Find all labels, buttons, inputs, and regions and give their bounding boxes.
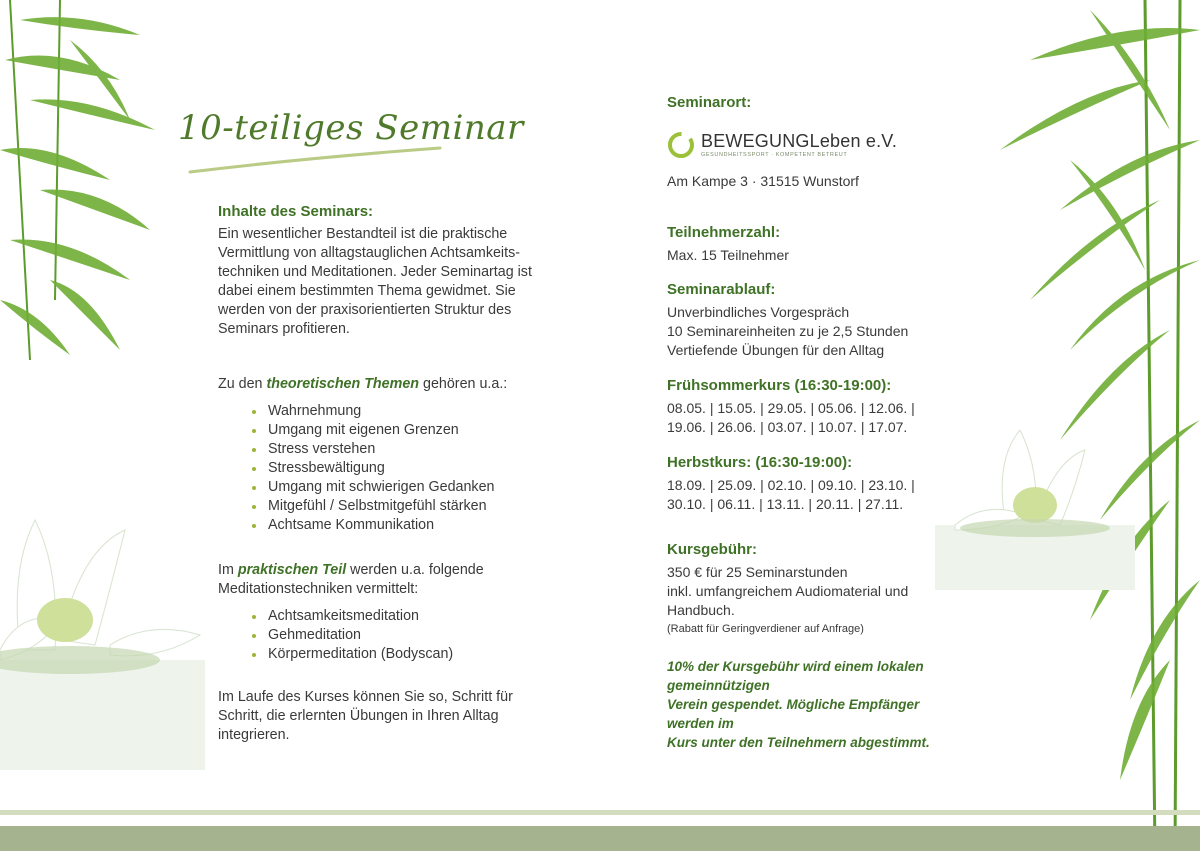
autumn-dates: 18.09. | 25.09. | 02.10. | 09.10. | 23.10. |: [667, 477, 915, 493]
practice-list: [218, 607, 548, 664]
organization-logo: [667, 126, 957, 164]
bamboo-left-decoration: [0, 0, 160, 360]
schedule-heading: Seminarablauf:: [667, 281, 776, 298]
list-item: Wahrnehmung: [250, 402, 548, 421]
list-item: Mitgefühl / Selbstmitgefühl stärken: [250, 497, 548, 516]
lotus-right-decoration: [935, 430, 1135, 590]
practice-suffix: werden u.a. folgende Meditationstechniken vermittelt:: [218, 562, 484, 597]
schedule-line: 10 Seminareinheiten zu je 2,5 Stunden: [667, 323, 909, 339]
footer-line: [0, 810, 1200, 815]
autumn-dates: 30.10. | 06.11. | 13.11. | 20.11. | 27.11.: [667, 496, 904, 512]
list-item: Achtsamkeitsmeditation: [250, 607, 548, 626]
closing-text: Im Laufe des Kurses können Sie so, Schritt für Schritt, die erlernten Übungen in Ihren Alltag integrieren.: [218, 689, 513, 743]
fee-line: 350 € für 25 Seminarstunden: [667, 564, 848, 580]
theory-prefix: Zu den: [218, 376, 267, 392]
theory-accent: theoretischen Themen: [266, 376, 420, 392]
list-item: Umgang mit schwierigen Gedanken: [250, 478, 548, 497]
donation-line: Kurs unter den Teilnehmern abgestimmt.: [667, 735, 930, 750]
list-item: Achtsame Kommunikation: [250, 516, 548, 535]
list-item: Gehmeditation: [250, 626, 548, 645]
fee-note: (Rabatt für Geringverdiener auf Anfrage): [667, 623, 864, 635]
right-column: [667, 93, 957, 752]
theory-intro: [218, 375, 548, 394]
fee-heading: Kursgebühr:: [667, 541, 757, 558]
lotus-left-decoration: [0, 510, 205, 770]
page-title: 10-teiliges Seminar: [178, 108, 524, 148]
summer-heading: Frühsommerkurs (16:30-19:00):: [667, 377, 892, 394]
donation-line: 10% der Kursgebühr wird einem lokalen gemeinnützigen: [667, 659, 924, 693]
contents-heading: Inhalte des Seminars:: [218, 203, 374, 220]
practice-prefix: Im: [218, 562, 238, 578]
list-item: Stress verstehen: [250, 440, 548, 459]
practice-intro: [218, 561, 548, 599]
logo-name: BEWEGUNGLeben e.V.: [701, 131, 898, 151]
location-heading: Seminarort:: [667, 94, 752, 111]
practice-accent: praktischen Teil: [237, 562, 347, 578]
donation-line: Verein gespendet. Mögliche Empfänger werden im: [667, 697, 920, 731]
list-item: Stressbewältigung: [250, 459, 548, 478]
left-column: [218, 202, 548, 745]
theory-suffix: gehören u.a.:: [419, 376, 508, 392]
donation-note: [667, 657, 957, 752]
footer-band: [0, 826, 1200, 851]
summer-dates: 08.05. | 15.05. | 29.05. | 05.06. | 12.06. |: [667, 400, 915, 416]
summer-dates: 19.06. | 26.06. | 03.07. | 10.07. | 17.07.: [667, 419, 908, 435]
list-item: Körpermeditation (Bodyscan): [250, 645, 548, 664]
contents-text: Ein wesentlicher Bestandteil ist die praktische Vermittlung von alltagstauglichen Achtsamkeits-techniken und Meditationen. Jeder Seminartag ist dabei einem bestimmten Thema gewidmet. Sie werden von der praxisorientierten Struktur des Seminars profitieren.: [218, 226, 532, 337]
participants-text: Max. 15 Teilnehmer: [667, 247, 789, 263]
fee-line: inkl. umfangreichem Audiomaterial und Handbuch.: [667, 583, 909, 618]
participants-heading: Teilnehmerzahl:: [667, 224, 781, 241]
bamboo-right-decoration: [970, 0, 1200, 851]
logo-ring-icon: [667, 131, 695, 159]
logo-tagline: GESUNDHEITSSPORT · KOMPETENT BETREUT: [701, 152, 848, 158]
title-underline: [185, 140, 445, 180]
theory-list: [218, 402, 548, 535]
autumn-heading: Herbstkurs: (16:30-19:00):: [667, 454, 853, 471]
schedule-line: Unverbindliches Vorgespräch: [667, 304, 850, 320]
address: Am Kampe 3 · 31515 Wunstorf: [667, 173, 859, 189]
list-item: Umgang mit eigenen Grenzen: [250, 421, 548, 440]
schedule-line: Vertiefende Übungen für den Alltag: [667, 342, 885, 358]
